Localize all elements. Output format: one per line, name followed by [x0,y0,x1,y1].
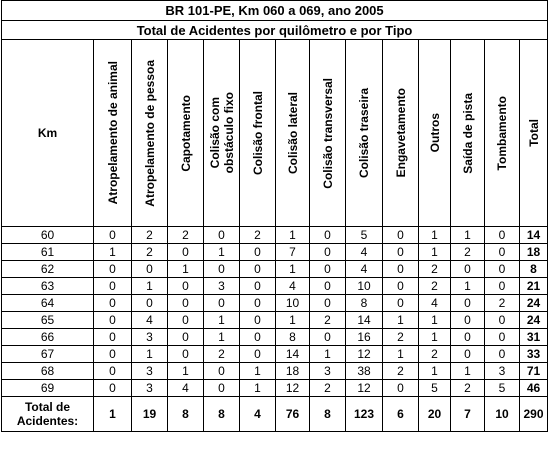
value-cell: 1 [451,227,485,244]
value-cell: 2 [419,261,451,278]
column-total-cell: 19 [132,397,168,432]
value-cell: 2 [485,295,520,312]
value-cell: 1 [94,244,132,261]
value-cell: 0 [94,227,132,244]
km-cell: 64 [2,295,94,312]
column-header-line: Outros [427,113,442,153]
column-total-cell: 10 [485,397,520,432]
row-total-cell: 33 [520,346,548,363]
value-cell: 4 [346,261,383,278]
value-cell: 3 [132,380,168,397]
value-cell: 0 [383,244,419,261]
km-cell: 65 [2,312,94,329]
value-cell: 12 [276,380,310,397]
column-header-line: Colisão frontal [250,90,265,175]
column-header [485,40,520,227]
value-cell: 2 [132,227,168,244]
value-cell: 1 [276,312,310,329]
table-row [2,312,548,329]
column-total-cell: 4 [240,397,276,432]
row-total-cell: 8 [520,261,548,278]
value-cell: 0 [94,329,132,346]
value-cell: 12 [346,380,383,397]
value-cell: 0 [94,261,132,278]
value-cell: 5 [346,227,383,244]
value-cell: 0 [94,380,132,397]
value-cell: 12 [346,346,383,363]
value-cell: 0 [132,261,168,278]
value-cell: 0 [240,346,276,363]
value-cell: 0 [94,312,132,329]
value-cell: 8 [276,329,310,346]
column-header [276,40,310,227]
value-cell: 10 [346,278,383,295]
value-cell: 0 [485,346,520,363]
row-total-cell: 71 [520,363,548,380]
row-total-cell: 18 [520,244,548,261]
table-row [2,380,548,397]
table-row [2,295,548,312]
value-cell: 2 [451,244,485,261]
value-cell: 0 [310,329,346,346]
value-cell: 0 [240,312,276,329]
value-cell: 38 [346,363,383,380]
table-row [2,278,548,295]
column-header-label [208,92,236,173]
value-cell: 0 [168,295,204,312]
value-cell: 0 [204,295,240,312]
column-header-label [394,88,408,177]
value-cell: 0 [383,295,419,312]
km-column-header: Km [2,40,94,227]
column-header-line: Saída de pista [460,92,475,174]
totals-label-line: Acidentes: [16,414,79,428]
row-total-cell: 21 [520,278,548,295]
column-header [132,40,168,227]
value-cell: 4 [346,244,383,261]
value-cell: 0 [485,329,520,346]
column-header [168,40,204,227]
column-total-cell: 6 [383,397,419,432]
column-total-cell: 8 [204,397,240,432]
value-cell: 0 [383,261,419,278]
accident-table-sheet [1,0,548,432]
value-cell: 1 [168,363,204,380]
value-cell: 0 [240,329,276,346]
column-total-cell: 1 [94,397,132,432]
table-row [2,244,548,261]
column-header-line: Colisão transversal [320,77,335,189]
value-cell: 2 [383,329,419,346]
value-cell: 1 [419,312,451,329]
totals-label [2,397,94,432]
column-header-label [143,60,157,207]
value-cell: 0 [240,295,276,312]
km-cell: 63 [2,278,94,295]
value-cell: 2 [240,227,276,244]
value-cell: 0 [451,346,485,363]
value-cell: 3 [310,363,346,380]
value-cell: 0 [310,244,346,261]
column-header [346,40,383,227]
row-total-cell: 14 [520,227,548,244]
column-header-line: Engavetamento [393,88,408,178]
value-cell: 4 [168,380,204,397]
column-header-line: Tombamento [495,95,509,171]
value-cell: 0 [485,261,520,278]
value-cell: 1 [419,227,451,244]
value-cell: 0 [485,278,520,295]
column-header-line: Colisão com [207,97,222,169]
value-cell: 1 [419,329,451,346]
grand-total-cell: 290 [520,397,548,432]
value-cell: 0 [485,227,520,244]
value-cell: 1 [276,227,310,244]
value-cell: 0 [310,278,346,295]
column-header-label [527,119,541,147]
value-cell: 14 [346,312,383,329]
value-cell: 0 [383,380,419,397]
column-header-label [286,92,300,174]
value-cell: 0 [94,363,132,380]
column-header-label [428,113,442,152]
table-row [2,363,548,380]
value-cell: 1 [451,363,485,380]
column-header-line: Capotamento [178,94,193,172]
value-cell: 0 [240,244,276,261]
value-cell: 1 [240,363,276,380]
value-cell: 4 [276,278,310,295]
value-cell: 3 [204,278,240,295]
value-cell: 4 [132,312,168,329]
column-header-label [357,88,371,178]
value-cell: 8 [346,295,383,312]
row-total-cell: 24 [520,295,548,312]
value-cell: 2 [132,244,168,261]
value-cell: 0 [204,380,240,397]
km-cell: 62 [2,261,94,278]
value-cell: 0 [168,244,204,261]
km-cell: 66 [2,329,94,346]
value-cell: 10 [276,295,310,312]
column-header-label [179,95,193,172]
value-cell: 14 [276,346,310,363]
value-cell: 3 [132,329,168,346]
value-cell: 1 [240,380,276,397]
value-cell: 0 [204,363,240,380]
value-cell: 1 [383,312,419,329]
totals-label-line: Total de [24,400,71,414]
km-cell: 69 [2,380,94,397]
value-cell: 4 [419,295,451,312]
column-header [419,40,451,227]
value-cell: 0 [383,227,419,244]
row-total-cell: 31 [520,329,548,346]
value-cell: 0 [485,244,520,261]
value-cell: 0 [132,295,168,312]
value-cell: 1 [204,329,240,346]
column-header-line: Colisão lateral [285,91,300,175]
column-header-line: Atropelamento de animal [105,61,120,205]
column-header-label [106,61,120,204]
value-cell: 0 [485,312,520,329]
value-cell: 0 [204,261,240,278]
value-cell: 16 [346,329,383,346]
value-cell: 2 [383,363,419,380]
column-header [94,40,132,227]
row-total-cell: 46 [520,380,548,397]
km-cell: 61 [2,244,94,261]
column-header [383,40,419,227]
row-total-cell: 24 [520,312,548,329]
value-cell: 0 [310,295,346,312]
value-cell: 1 [132,278,168,295]
value-cell: 1 [419,363,451,380]
value-cell: 1 [168,261,204,278]
column-header-line: Total [526,119,541,147]
column-total-cell: 123 [346,397,383,432]
column-total-cell: 20 [419,397,451,432]
column-total-cell: 8 [310,397,346,432]
value-cell: 0 [310,261,346,278]
column-total-cell: 76 [276,397,310,432]
column-header [240,40,276,227]
value-cell: 2 [204,346,240,363]
value-cell: 1 [132,346,168,363]
value-cell: 0 [204,227,240,244]
value-cell: 0 [168,312,204,329]
value-cell: 0 [451,312,485,329]
table-subtitle: Total de Acidentes por quilômetro e por Tipo [2,21,548,40]
column-header [310,40,346,227]
column-header [451,40,485,227]
value-cell: 2 [310,380,346,397]
column-header-line: Atropelamento de pessoa [142,59,157,207]
value-cell: 0 [168,329,204,346]
column-header [204,40,240,227]
value-cell: 0 [451,295,485,312]
column-header-label [495,96,509,170]
column-header-label [251,91,265,175]
value-cell: 3 [132,363,168,380]
value-cell: 5 [485,380,520,397]
column-header-line: Colisão traseira [357,87,371,179]
value-cell: 1 [419,244,451,261]
value-cell: 0 [94,278,132,295]
km-cell: 68 [2,363,94,380]
km-cell: 67 [2,346,94,363]
table-row [2,261,548,278]
value-cell: 0 [240,261,276,278]
value-cell: 0 [240,278,276,295]
value-cell: 0 [383,278,419,295]
value-cell: 1 [204,312,240,329]
value-cell: 0 [168,278,204,295]
value-cell: 3 [485,363,520,380]
value-cell: 2 [419,278,451,295]
accident-table [1,0,548,432]
value-cell: 0 [168,346,204,363]
column-total-cell: 7 [451,397,485,432]
km-cell: 60 [2,227,94,244]
value-cell: 1 [451,278,485,295]
column-header [520,40,548,227]
value-cell: 1 [204,244,240,261]
value-cell: 0 [451,329,485,346]
value-cell: 1 [310,346,346,363]
column-header-label [461,93,475,174]
value-cell: 0 [310,227,346,244]
table-row [2,346,548,363]
value-cell: 0 [94,295,132,312]
value-cell: 2 [310,312,346,329]
value-cell: 0 [94,346,132,363]
value-cell: 2 [451,380,485,397]
value-cell: 2 [419,346,451,363]
totals-row [2,397,548,432]
value-cell: 18 [276,363,310,380]
value-cell: 5 [419,380,451,397]
value-cell: 7 [276,244,310,261]
column-header-label [321,78,335,189]
value-cell: 1 [276,261,310,278]
value-cell: 2 [168,227,204,244]
table-title: BR 101-PE, Km 060 a 069, ano 2005 [2,1,548,21]
column-total-cell: 8 [168,397,204,432]
table-row [2,227,548,244]
value-cell: 1 [383,346,419,363]
table-row [2,329,548,346]
value-cell: 0 [451,261,485,278]
column-header-line: obstáculo fixo [221,92,236,174]
